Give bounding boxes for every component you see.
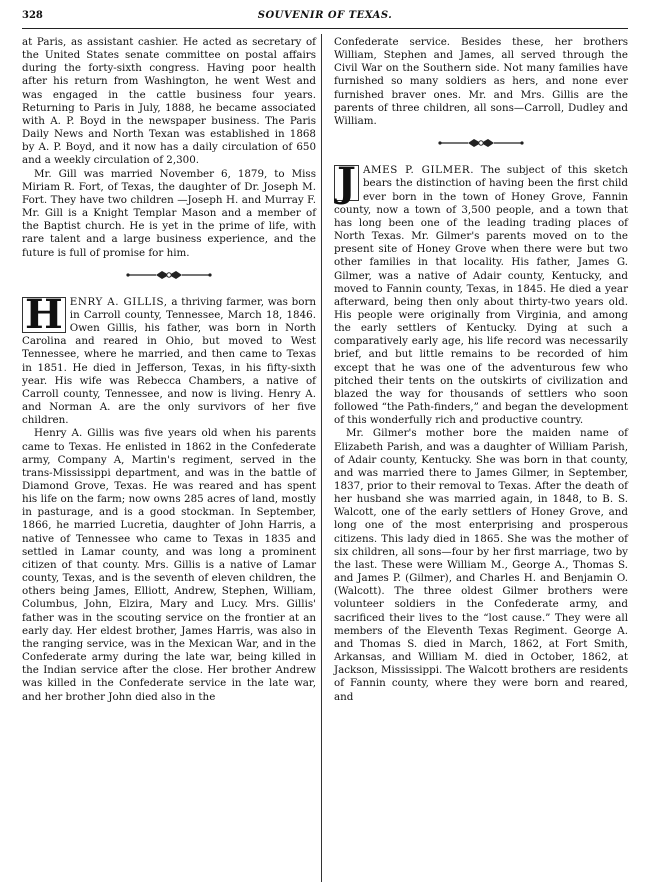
gilmer-paragraph-1 bbox=[334, 159, 628, 427]
gilmer-name: AMES P. GILMER. bbox=[362, 164, 475, 177]
gillis-paragraph-1 bbox=[22, 290, 317, 428]
gilmer-intro-text: The subject of this sketch bears the distinction of having been the first child ever born in the town of Honey Grove, Fannin county, now a town of 3,500 people, and a town that has long been one of the leading trading places of North Texas. Mr. Gilmer's parents moved on to the present site of Honey Grove when there were but two other families in that locality. His father, James G. Gilmer, was a native of Adair county, Kentucky, and moved to Fannin county, Texas, in 1845. He died a year afterward, being then only about thirty-two years old. His people were originally from Virginia, and among the early settlers of Kentucky. Dying at such a comparatively early age, his life record was necessarily brief, and but little remains to be recorded of him except that he was one of the adventurous few who pitched their tents on the outskirts of civilization and blazed the way for thousands of settlers who soon followed “the Path-finders,” and began the development of this wonderfully rich and productive country. bbox=[334, 164, 628, 427]
ornamental-divider-icon bbox=[22, 270, 316, 284]
left-column bbox=[22, 36, 316, 704]
gilmer-paragraph-2: Mr. Gilmer's mother bore the maiden name of Elizabeth Parish, and was a daughter of William Parish, of Adair county, Kentucky. She was born in that county, and was married there to James Gilmer, in September, 1837, prior to their removal to Texas. After the death of her husband she was married again, in 1848, to B. S. Walcott, one of the early settlers of Honey Grove, and long one of the most enterprising and prosperous citizens. This lady died in 1865. She was the mother of six children, all sons—four by her first marriage, two by the last. These were William M., George A., Thomas S. and James P. (Gilmer), and Charles H. and Benjamin O. (Walcott). The three oldest Gilmer brothers were volunteer soldiers in the Confederate army, and sacrificed their lives to the “lost cause.” They were all members of the Eleventh Texas Regiment. George A. and Thomas S. died in March, 1862, at Fort Smith, Arkansas, and William M. died in October, 1862, at Jackson, Mississippi. The Walcott brothers are residents of Fannin county, where they were born and reared, and bbox=[334, 427, 628, 703]
gillis-continued-paragraph: Confederate service. Besides these, her brothers William, Stephen and James, all served through the Civil War on the Southern side. Not many families have furnished so many soldiers as hers, and none ever furnished braver ones. Mr. and Mrs. Gillis are the parents of three children, all sons—Carroll, Dudley and William. bbox=[334, 36, 628, 127]
gillis-paragraph-2: Henry A. Gillis was five years old when his parents came to Texas. He enlisted in 1862 in the Confederate army, Company A, Martin's regiment, served in the trans-Mississippi department, and was in the battle of Diamond Grove, Texas. He was reared and has spent his life on the farm; now owns 285 acres of land, mostly in pasturage, and is a good stockman. In September, 1866, he married Lucretia, daughter of John Harris, a native of Tennessee who came to Texas in 1835 and settled in Lamar county, and was long a prominent citizen of that county. Mrs. Gillis is a native of Lamar county, Texas, and is the seventh of eleven children, the others being James, Elliott, Andrew, Stephen, William, Columbus, John, Elzira, Mary and Lucy. Mrs. Gillis' father was in the scouting service on the frontier at an early day. Her eldest brother, James Harris, was also in the ranging service, was in the Mexican War, and in the Confederate army during the late war, being killed in the Indian service after the close. Her brother Andrew was killed in the Confederate service in the late war, and her brother John died also in the bbox=[22, 427, 316, 703]
gillis-name: ENRY A. GILLIS, bbox=[69, 295, 168, 308]
column-divider bbox=[321, 34, 322, 882]
gill-paragraph-2: Mr. Gill was married November 6, 1879, to Miss Miriam R. Fort, of Texas, the daughter of Dr. Joseph M. Fort. They have two children —Joseph H. and Murray F. Mr. Gill is a Knight Templar Mason and a member of the Baptist church. He is yet in the prime of life, with rare talent and a large business experience, and the future is full of promise for him. bbox=[22, 167, 316, 259]
page-header bbox=[22, 8, 628, 29]
running-title: SOUVENIR OF TEXAS. bbox=[257, 10, 393, 21]
gillis-intro-text: a thriving farmer, was born in Carroll county, Tennessee, March 18, 1846. Owen Gillis, his father, was born in North Carolina and reared in Ohio, but moved to West Tennessee, where he married, and then came to Texas in 1851. He died in Jefferson, Texas, in his fifty-sixth year. His wife was Rebecca Chambers, a native of Carroll county, Tennessee, and now is living. Henry A. and Norman A. are the only survivors of her five children. bbox=[22, 295, 317, 427]
right-column bbox=[334, 36, 628, 704]
ornamental-divider-icon bbox=[334, 138, 628, 152]
gilmer-dropcap: J bbox=[334, 165, 359, 201]
gill-paragraph-1: at Paris, as assistant cashier. He acted as secretary of the United States senate committee on postal affairs during the forty-sixth congress. Having poor health after his return from Washington, he went West and was engaged in the cattle business four years. Returning to Paris in July, 1888, he became associated with A. P. Boyd in the newspaper business. The Paris Daily News and North Texan was established in 1868 by A. P. Boyd, and it now has a daily circulation of 650 and a weekly circulation of 2,300. bbox=[22, 36, 316, 167]
gillis-dropcap: H bbox=[22, 297, 66, 333]
page-number: 328 bbox=[22, 10, 43, 21]
